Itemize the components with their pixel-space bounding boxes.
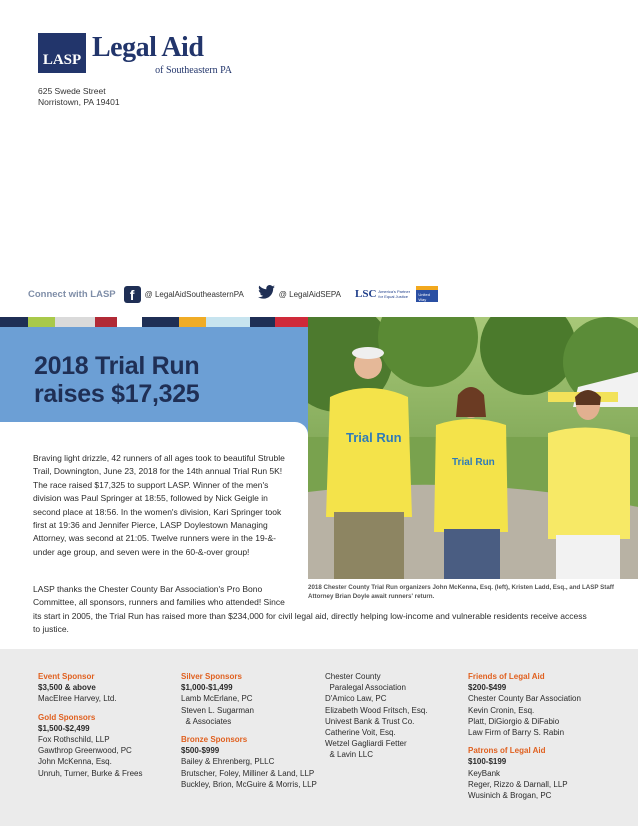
lsc-logo	[355, 288, 412, 300]
address-line-1: 625 Swede Street	[38, 86, 106, 96]
sponsor-name: Platt, DiGiorgio & DiFabio	[468, 716, 560, 726]
sponsor-name: Elizabeth Wood Fritsch, Esq.	[325, 705, 428, 715]
connect-bar	[28, 285, 438, 303]
mailing-address	[38, 86, 120, 108]
stripe-segment	[55, 317, 95, 327]
color-stripe	[0, 317, 308, 327]
sponsor-name: Wetzel Gagliardi Fetter	[325, 739, 407, 749]
gold-sponsors-heading: Gold Sponsors	[38, 712, 96, 722]
article-paragraph-2	[33, 583, 593, 637]
stripe-segment	[142, 317, 179, 327]
article-paragraph-2b: its start in 2005, the Trial Run has raised more than $234,000 for civil legal aid, directly helping low-income and vulnerable residents receive access to justice.	[33, 610, 587, 635]
friends-heading: Friends of Legal Aid	[468, 672, 545, 681]
headline-line-1: 2018 Trial Run	[34, 352, 200, 380]
sponsor-column-2	[181, 671, 317, 790]
sponsor-name: Lamb McErlane, PC	[181, 694, 253, 704]
sponsor-name: KeyBank	[468, 768, 501, 778]
sponsor-name: Paralegal Association	[325, 683, 406, 693]
sponsor-name: Bailey & Ehrenberg, PLLC	[181, 757, 275, 767]
sponsor-name: Unruh, Turner, Burke & Frees	[38, 768, 143, 778]
facebook-icon[interactable]: f	[124, 286, 141, 303]
shirt-text-1: Trial Run	[346, 430, 402, 445]
stripe-segment	[250, 317, 275, 327]
silver-sponsors-amount: $1,000-$1,499	[181, 683, 233, 693]
lasp-logo	[38, 33, 232, 77]
facebook-handle[interactable]: @ LegalAidSoutheasternPA	[144, 289, 244, 299]
twitter-handle[interactable]: @ LegalAidSEPA	[278, 289, 342, 299]
sponsor-name: Wusinich & Brogan, PC	[468, 791, 552, 801]
headline	[34, 352, 199, 408]
silver-sponsors-heading: Silver Sponsors	[181, 672, 242, 681]
sponsor-column-1	[38, 671, 143, 779]
logo-main-text: Legal Aid	[92, 32, 204, 63]
article-paragraph-1: Braving light drizzle, 42 runners of all ages took to beautiful Struble Trail, Downington, June 23, 2018 for the 14th annual Trial Run 5K! The race raised $17,325 to support LASP. Winner of the men's division was Paul Springer at 18:55, followed by Nick Geigle in second place at 18:56. In the women's division, Kari Springer took first at 19:36 and Jennifer Pierce, LASP Doylestown Managing Attorney, was second at 21:05. Twelve runners were in the 19-&-under age group, and seven were in the 60-&-over group!	[33, 453, 285, 557]
sponsors-panel	[0, 649, 638, 826]
sponsor-name: Law Firm of Barry S. Rabin	[468, 728, 565, 738]
sponsor-name: Fox Rothschild, LLP	[38, 735, 110, 745]
sponsor-name: MacElree Harvey, Ltd.	[38, 694, 117, 704]
headline-panel	[0, 327, 308, 435]
photo-illustration	[308, 317, 638, 579]
article-paragraph-2a: LASP thanks the Chester County Bar Association's Pro Bono Committee, all sponsors, runners and families who attended! Since	[33, 584, 285, 608]
patrons-amount: $100-$199	[468, 757, 507, 767]
lsc-mark: LSC	[355, 288, 377, 300]
sponsor-name: Gawthrop Greenwood, PC	[38, 746, 132, 756]
photo-caption: 2018 Chester County Trial Run organizers John McKenna, Esq. (left), Kristen Ladd, Esq., and LASP Staff Attorney Brian Doyle await runners' return.	[308, 584, 614, 600]
sponsor-name: Chester County	[325, 672, 381, 681]
stripe-segment	[28, 317, 55, 327]
sponsor-name: Univest Bank & Trust Co.	[325, 716, 415, 726]
united-way-logo: United Way	[416, 286, 438, 302]
sponsor-name: Steven L. Sugarman	[181, 705, 254, 715]
sponsor-name: Reger, Rizzo & Darnall, LLP	[468, 779, 568, 789]
logo-sub-text: of Southeastern PA	[155, 65, 232, 76]
sponsor-name: John McKenna, Esq.	[38, 757, 112, 767]
sponsor-name: Brutscher, Foley, Milliner & Land, LLP	[181, 768, 315, 778]
logo-wordmark	[92, 33, 232, 77]
sponsor-name: & Associates	[181, 716, 232, 726]
bronze-sponsors-heading: Bronze Sponsors	[181, 735, 248, 745]
stripe-segment	[0, 317, 28, 327]
bronze-sponsors-amount: $500-$999	[181, 746, 220, 756]
headline-line-2: raises $17,325	[34, 380, 200, 408]
sponsor-name: & Lavin LLC	[325, 750, 374, 760]
connect-label: Connect with LASP	[28, 288, 116, 300]
sponsor-name: Chester County Bar Association	[468, 694, 581, 704]
friends-amount: $200-$499	[468, 683, 507, 693]
twitter-icon[interactable]	[258, 285, 275, 303]
event-photo	[308, 317, 638, 579]
gold-sponsors-amount: $1,500-$2,499	[38, 723, 90, 733]
logo-box: LASP	[38, 33, 86, 73]
event-sponsor-heading: Event Sponsor	[38, 672, 95, 681]
shirt-text-2: Trial Run	[452, 457, 495, 468]
stripe-segment	[95, 317, 117, 327]
sponsor-name: Catherine Voit, Esq.	[325, 728, 396, 738]
address-line-2: Norristown, PA 19401	[38, 97, 120, 107]
stripe-segment	[275, 317, 308, 327]
stripe-segment	[179, 317, 206, 327]
patrons-heading: Patrons of Legal Aid	[468, 746, 546, 756]
stripe-segment	[117, 317, 142, 327]
event-sponsor-amount: $3,500 & above	[38, 683, 96, 693]
lsc-tagline: America's Partner for Equal Justice	[378, 289, 411, 299]
sponsor-column-4	[468, 671, 581, 801]
sponsor-name: Buckley, Brion, McGuire & Morris, LLP	[181, 779, 317, 789]
sponsor-name: D'Amico Law, PC	[325, 694, 387, 704]
sponsor-column-3	[325, 671, 428, 761]
stripe-segment	[206, 317, 250, 327]
sponsor-name: Kevin Cronin, Esq.	[468, 705, 535, 715]
